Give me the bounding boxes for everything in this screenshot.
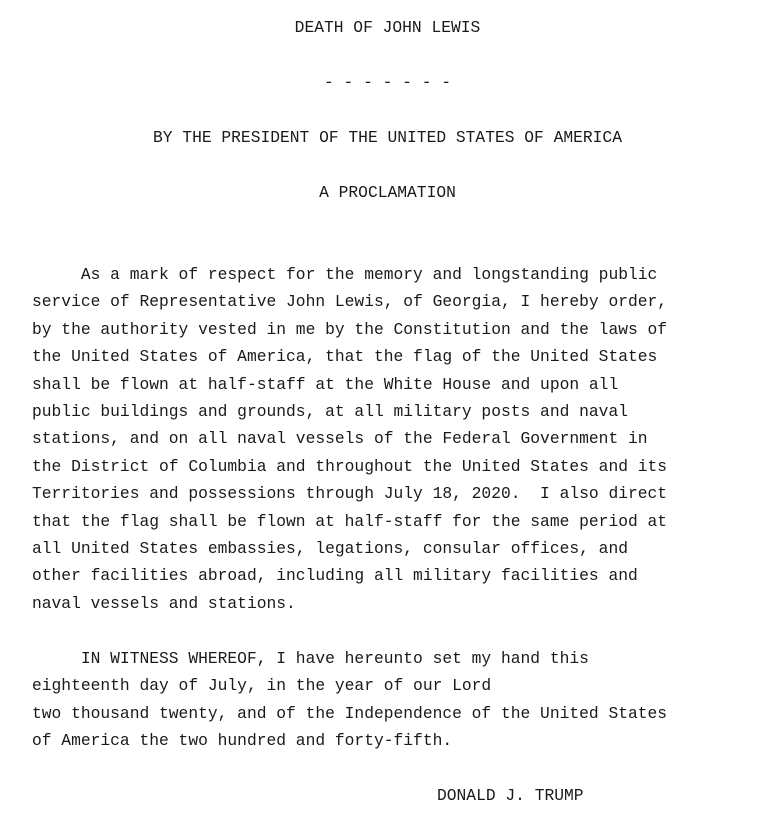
paragraph-line: that the flag shall be flown at half-staff for the same period at bbox=[32, 511, 668, 531]
paragraph-line: other facilities abroad, including all military facilities and bbox=[32, 566, 638, 586]
paragraph-line: all United States embassies, legations, consular offices, and bbox=[32, 539, 628, 558]
paragraph-line: IN WITNESS WHEREOF, I have hereunto set my hand this bbox=[32, 649, 589, 668]
paragraph-line: eighteenth day of July, in the year of our Lord bbox=[32, 676, 492, 696]
paragraph-line: As a mark of respect for the memory and longstanding public bbox=[32, 265, 658, 284]
issuer-heading: BY THE PRESIDENT OF THE UNITED STATES OF AMERICA bbox=[153, 128, 622, 147]
paragraph-line: public buildings and grounds, at all military posts and naval bbox=[32, 402, 628, 421]
document-title: DEATH OF JOHN LEWIS bbox=[294, 18, 481, 37]
signature: DONALD J. TRUMP bbox=[437, 786, 584, 805]
paragraph-line: Territories and possessions through July 18, 2020. I also direct bbox=[32, 484, 668, 504]
separator-line: - - - - - - - bbox=[323, 73, 451, 92]
paragraph-line: stations, and on all naval vessels of the Federal Government in bbox=[32, 429, 648, 449]
paragraph-line: the District of Columbia and throughout the United States and its bbox=[32, 456, 668, 476]
paragraph-line: two thousand twenty, and of the Independence of the United States bbox=[32, 703, 668, 723]
paragraph-line: of America the two hundred and forty-fifth. bbox=[32, 731, 453, 751]
paragraph-line: service of Representative John Lewis, of Georgia, I hereby order, bbox=[32, 292, 668, 312]
proclamation-heading: A PROCLAMATION bbox=[319, 183, 456, 202]
paragraph-line: naval vessels and stations. bbox=[32, 593, 296, 613]
paragraph-line: by the authority vested in me by the Constitution and the laws of bbox=[32, 319, 668, 339]
paragraph-line: the United States of America, that the flag of the United States bbox=[32, 347, 658, 367]
paragraph-line: shall be flown at half-staff at the White House and upon all bbox=[32, 374, 619, 394]
